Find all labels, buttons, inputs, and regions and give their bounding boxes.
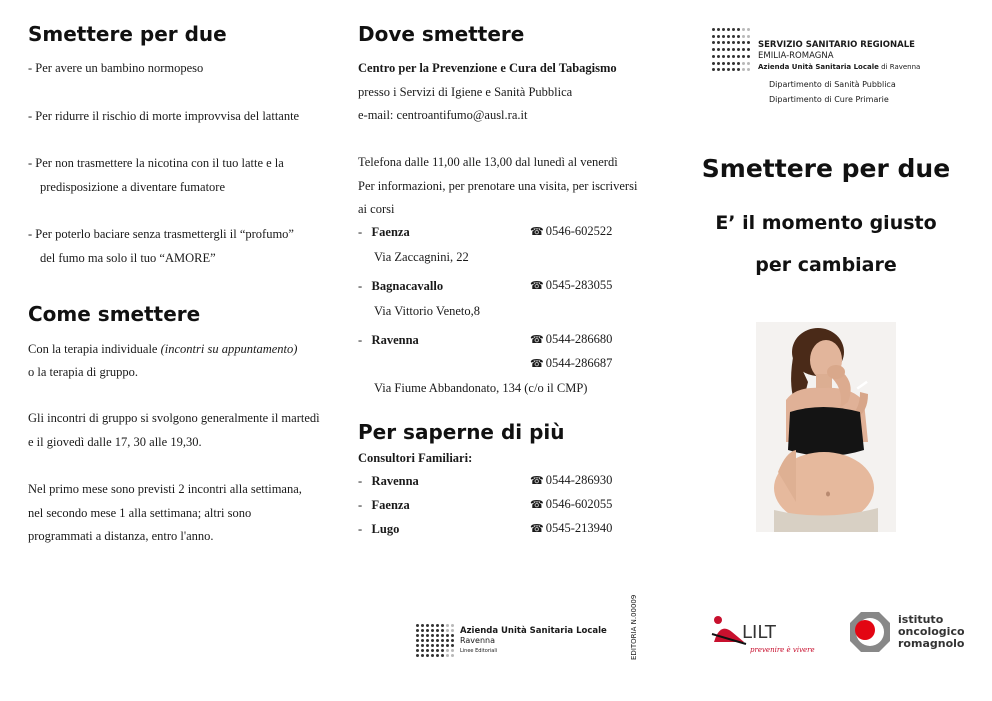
logo-dot: [431, 639, 434, 642]
group-line-2: e il giovedì dalle 17, 30 alle 19,30.: [28, 435, 202, 449]
cover-subtitle-2: per cambiare: [755, 254, 897, 276]
heading-dove-smettere: Dove smettere: [358, 22, 525, 46]
location-city: Faenza: [371, 225, 410, 239]
logo-dot: [421, 629, 424, 632]
logo-dot: [712, 41, 715, 44]
logo-dot: [451, 634, 454, 637]
reason-4: - Per poterlo baciare senza trasmettergli il “profumo”: [28, 227, 294, 241]
logo-dot: [732, 62, 735, 65]
logo-dot: [416, 649, 419, 652]
ausl-logo-line3: Linee Editoriali: [460, 647, 498, 654]
como-line-2: o la terapia di gruppo.: [28, 365, 139, 379]
logo-dot: [431, 634, 434, 637]
logo-dot: [431, 654, 434, 657]
ausl-logo: [416, 624, 607, 657]
logo-dot: [732, 55, 735, 58]
location-phone-2: ☎ 0544-286687: [530, 356, 612, 371]
consultorio-ravenna: - Ravenna: [358, 474, 419, 488]
logo-dot: [426, 649, 429, 652]
logo-dot: [712, 62, 715, 65]
location-address: Via Vittorio Veneto,8: [374, 304, 481, 318]
logo-dot: [436, 649, 439, 652]
heading-smettere-per-due: Smettere per due: [28, 22, 227, 46]
logo-dot: [441, 644, 444, 647]
logo-dot: [416, 639, 419, 642]
logo-dot: [446, 634, 449, 637]
consultorio-city: Faenza: [371, 498, 410, 512]
logo-dot: [436, 629, 439, 632]
logo-dot: [421, 639, 424, 642]
logo-dot: [747, 35, 750, 38]
logo-dot: [451, 624, 454, 627]
column-middle: [330, 0, 660, 701]
logo-dot: [747, 55, 750, 58]
consultorio-phone: ☎ 0545-213940: [530, 521, 612, 536]
heading-per-saperne: Per saperne di più: [358, 420, 565, 444]
logo-dot: [441, 624, 444, 627]
location-bagnacavallo: - Bagnacavallo: [358, 279, 444, 293]
logo-dot: [446, 649, 449, 652]
column-left: [0, 0, 330, 701]
phone-hours: Telefona dalle 11,00 alle 13,00 dal lunedì al venerdì: [358, 155, 618, 169]
location-phone: ☎ 0546-602522: [530, 224, 612, 239]
logo-dot: [737, 68, 740, 71]
logo-dot: [727, 68, 730, 71]
reason-1: - Per avere un bambino normopeso: [28, 61, 204, 75]
logo-dot: [737, 28, 740, 31]
editoria-code: EDITORIA N.00009: [630, 594, 638, 660]
reason-3-cont: predisposizione a diventare fumatore: [40, 180, 225, 194]
logo-dot: [717, 62, 720, 65]
logo-dot: [416, 624, 419, 627]
logo-dot: [416, 644, 419, 647]
logo-dot: [712, 68, 715, 71]
logo-dot: [441, 634, 444, 637]
logo-dot: [717, 28, 720, 31]
center-subtitle: presso i Servizi di Igiene e Sanità Pubblica: [358, 85, 573, 99]
consultorio-lugo: - Lugo: [358, 522, 400, 536]
ssr-line3: [758, 62, 920, 73]
logo-dot: [451, 649, 454, 652]
logo-dot: [436, 654, 439, 657]
column-right: [660, 0, 992, 701]
info-line-2: ai corsi: [358, 202, 395, 216]
lilt-tagline: prevenire è vivere: [750, 646, 815, 654]
logo-dot: [747, 41, 750, 44]
ior-octagon-icon: [848, 610, 892, 654]
logo-dot: [426, 654, 429, 657]
logo-dot: [421, 649, 424, 652]
lilt-logo: [692, 606, 815, 662]
location-faenza: - Faenza: [358, 225, 410, 239]
logo-dot: [747, 68, 750, 71]
ssr-dots-icon: [712, 28, 750, 73]
logo-dot: [732, 68, 735, 71]
logo-dot: [436, 644, 439, 647]
month-line-1: Nel primo mese sono previsti 2 incontri alla settimana,: [28, 482, 302, 496]
location-phone: ☎ 0545-283055: [530, 278, 612, 293]
logo-dot: [416, 634, 419, 637]
logo-dot: [737, 62, 740, 65]
logo-dot: [416, 654, 419, 657]
heading-come-smettere: Come smettere: [28, 302, 201, 326]
logo-dot: [722, 41, 725, 44]
group-line-1: Gli incontri di gruppo si svolgono generalmente il martedì: [28, 411, 320, 425]
ssr-ausl: Azienda Unità Sanitaria Locale: [758, 63, 879, 71]
month-line-3: programmati a distanza, entro l'anno.: [28, 529, 214, 543]
logo-dot: [451, 639, 454, 642]
lilt-text: LILT: [742, 622, 776, 643]
logo-dot: [426, 629, 429, 632]
reason-3: - Per non trasmettere la nicotina con il tuo latte e la: [28, 156, 284, 170]
consultori-title: Consultori Familiari:: [358, 451, 473, 465]
logo-dot: [426, 634, 429, 637]
logo-dot: [451, 629, 454, 632]
consultorio-faenza: - Faenza: [358, 498, 410, 512]
logo-dot: [451, 644, 454, 647]
logo-dot: [732, 41, 735, 44]
logo-dot: [727, 55, 730, 58]
logo-dot: [431, 629, 434, 632]
logo-dot: [421, 634, 424, 637]
ssr-line1: SERVIZIO SANITARIO REGIONALE: [758, 40, 915, 50]
logo-dot: [712, 48, 715, 51]
location-city: Ravenna: [371, 333, 419, 347]
ior-logo: [848, 610, 965, 654]
logo-dot: [451, 654, 454, 657]
logo-dot: [446, 624, 449, 627]
logo-dot: [446, 639, 449, 642]
logo-dot: [426, 644, 429, 647]
logo-dot: [421, 654, 424, 657]
logo-dot: [722, 35, 725, 38]
logo-dot: [722, 55, 725, 58]
logo-dot: [436, 624, 439, 627]
logo-dot: [446, 629, 449, 632]
logo-dot: [441, 654, 444, 657]
logo-dot: [717, 41, 720, 44]
location-address: Via Zaccagnini, 22: [374, 250, 469, 264]
ausl-dots-icon: [416, 624, 454, 657]
ior-line2: oncologico: [898, 625, 965, 638]
logo-dot: [421, 644, 424, 647]
month-line-2: nel secondo mese 1 alla settimana; altri sono: [28, 506, 252, 520]
logo-dot: [446, 644, 449, 647]
cover-subtitle-1: E’ il momento giusto: [715, 212, 937, 234]
logo-dot: [446, 654, 449, 657]
logo-dot: [732, 48, 735, 51]
email: e-mail: centroantifumo@ausl.ra.it: [358, 108, 528, 122]
logo-dot: [727, 62, 730, 65]
logo-dot: [431, 644, 434, 647]
como-line-1: [28, 341, 297, 357]
logo-dot: [742, 55, 745, 58]
logo-dot: [742, 28, 745, 31]
logo-dot: [747, 48, 750, 51]
logo-dot: [742, 41, 745, 44]
logo-dot: [737, 55, 740, 58]
logo-dot: [747, 28, 750, 31]
logo-dot: [717, 48, 720, 51]
ausl-logo-line1: Azienda Unità Sanitaria Locale: [460, 625, 607, 636]
logo-dot: [742, 62, 745, 65]
ausl-logo-line2: Ravenna: [460, 635, 495, 645]
logo-dot: [712, 35, 715, 38]
logo-dot: [441, 649, 444, 652]
logo-dot: [441, 639, 444, 642]
logo-dot: [416, 629, 419, 632]
consultorio-city: Lugo: [371, 522, 400, 536]
logo-dot: [722, 28, 725, 31]
como-note: (incontri su appuntamento): [160, 342, 298, 356]
cover-title: Smettere per due: [701, 154, 951, 183]
logo-dot: [426, 639, 429, 642]
logo-dot: [747, 62, 750, 65]
consultorio-city: Ravenna: [371, 474, 419, 488]
logo-dot: [717, 68, 720, 71]
info-line-1: Per informazioni, per prenotare una visita, per iscriversi: [358, 179, 638, 193]
logo-dot: [742, 48, 745, 51]
location-address: Via Fiume Abbandonato, 134 (c/o il CMP): [374, 381, 588, 395]
logo-dot: [722, 48, 725, 51]
logo-dot: [717, 35, 720, 38]
location-city: Bagnacavallo: [371, 279, 444, 293]
logo-dot: [737, 48, 740, 51]
logo-dot: [727, 48, 730, 51]
center-title: Centro per la Prevenzione e Cura del Tabagismo: [358, 61, 617, 75]
logo-dot: [732, 35, 735, 38]
reason-4-cont: del fumo ma solo il tuo “AMORE”: [40, 251, 216, 265]
logo-dot: [712, 28, 715, 31]
logo-dot: [421, 624, 424, 627]
location-phone: ☎ 0544-286680: [530, 332, 612, 347]
logo-dot: [732, 28, 735, 31]
como-text: Con la terapia individuale: [28, 342, 161, 356]
ssr-ravenna: di Ravenna: [878, 63, 921, 71]
ior-line1: istituto: [898, 613, 944, 626]
reason-2: - Per ridurre il rischio di morte improvvisa del lattante: [28, 109, 300, 123]
logo-dot: [441, 629, 444, 632]
dept-1: Dipartimento di Sanità Pubblica: [769, 80, 896, 89]
logo-dot: [727, 41, 730, 44]
ssr-line2: EMILIA-ROMAGNA: [758, 51, 834, 61]
logo-dot: [431, 624, 434, 627]
logo-dot: [431, 649, 434, 652]
logo-dot: [712, 55, 715, 58]
logo-dot: [436, 639, 439, 642]
logo-dot: [436, 634, 439, 637]
logo-dot: [426, 624, 429, 627]
logo-dot: [737, 35, 740, 38]
ssr-logo: [712, 28, 920, 73]
logo-dot: [722, 62, 725, 65]
dept-2: Dipartimento di Cure Primarie: [769, 95, 889, 104]
logo-dot: [722, 68, 725, 71]
logo-dot: [727, 35, 730, 38]
consultorio-phone: ☎ 0544-286930: [530, 473, 612, 488]
logo-dot: [742, 68, 745, 71]
logo-dot: [717, 55, 720, 58]
location-ravenna: - Ravenna: [358, 333, 419, 347]
logo-dot: [737, 41, 740, 44]
logo-dot: [727, 28, 730, 31]
logo-dot: [742, 35, 745, 38]
pregnant-woman-smoking-photo: [756, 322, 896, 532]
consultorio-phone: ☎ 0546-602055: [530, 497, 612, 512]
ior-line3: romagnolo: [898, 637, 965, 650]
